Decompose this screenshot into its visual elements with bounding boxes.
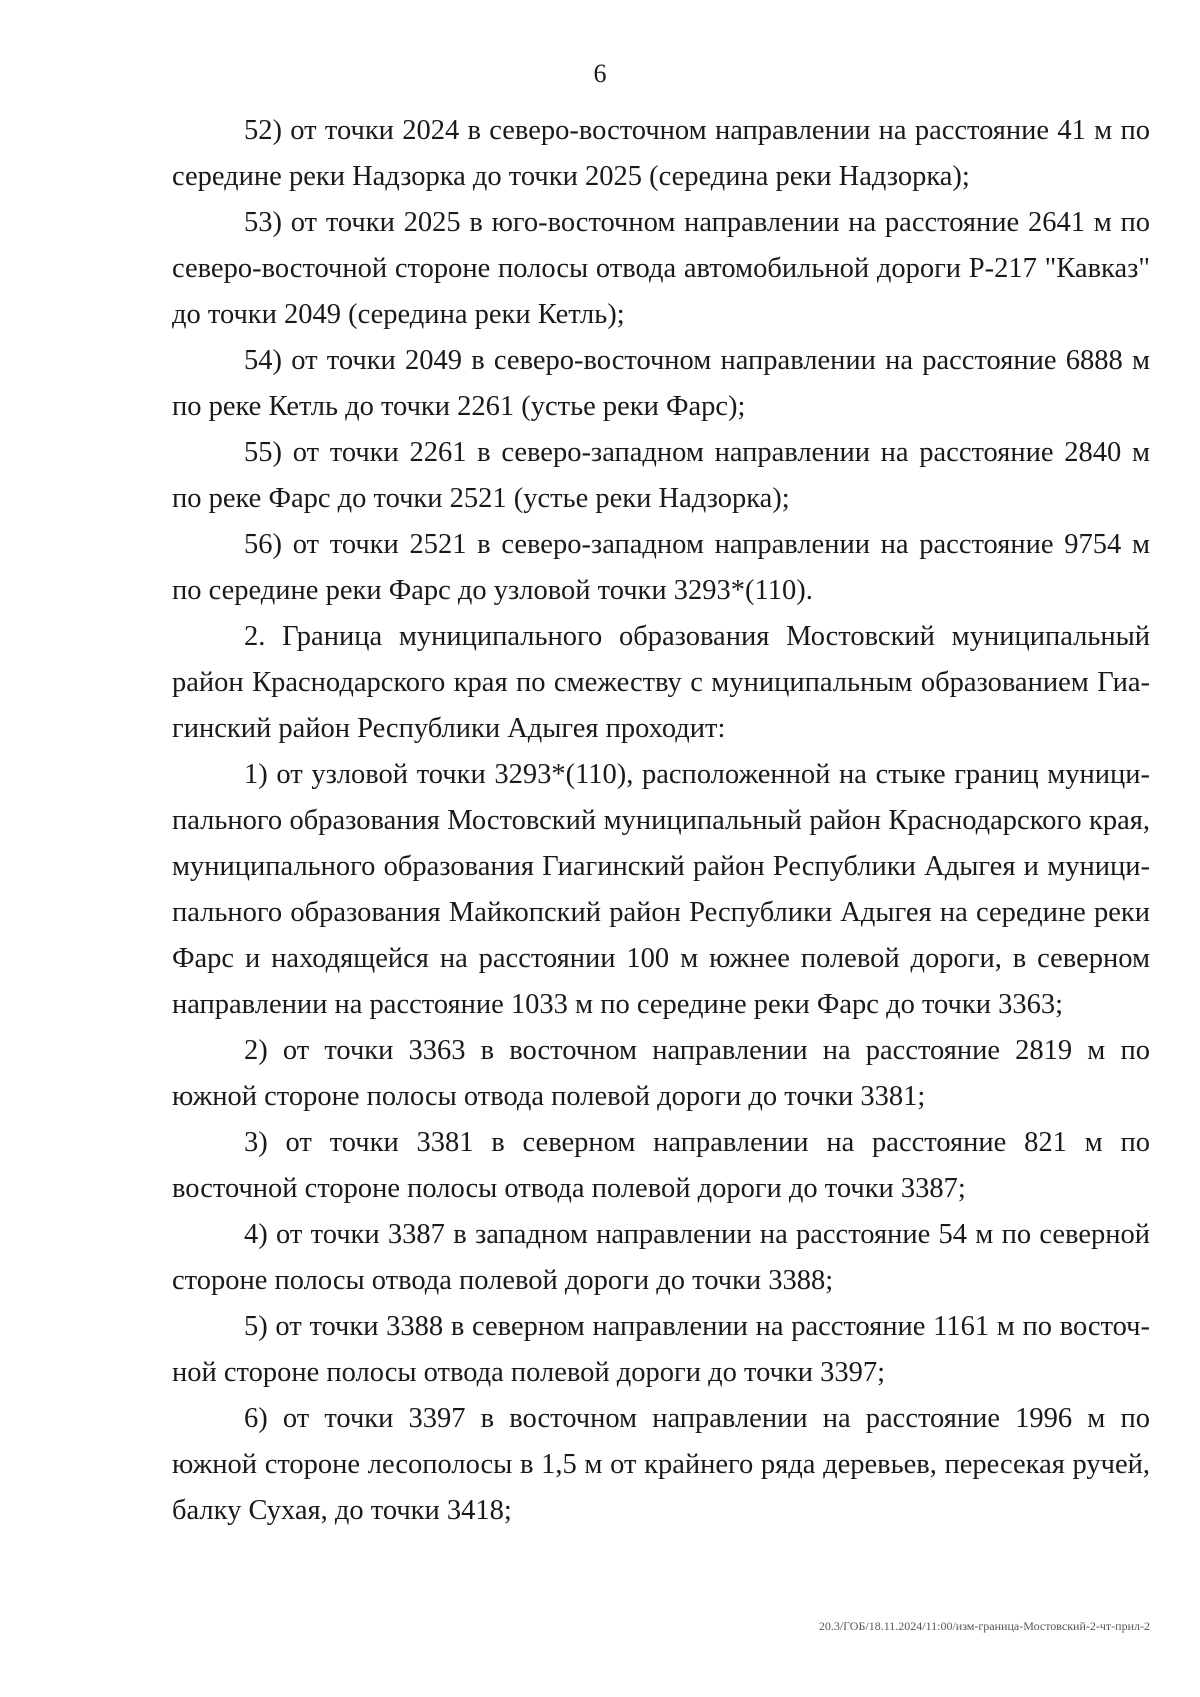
paragraph-56: 56) от точки 2521 в северо-западном направлении на расстояние 9754 м по середине реки Фарс до узловой точки 3293*(110). — [172, 529, 1150, 606]
paragraph-55: 55) от точки 2261 в северо-западном направлении на расстояние 2840 м по реке Фарс до точки 2521 (устье реки Надзорка); — [172, 437, 1150, 514]
paragraph-54: 54) от точки 2049 в северо-восточном направлении на расстояние 6888 м по реке Кетль до точки 2261 (устье реки Фарс); — [172, 345, 1150, 422]
paragraph-3: 3) от точки 3381 в северном направлении на расстояние 821 м по восточной стороне полосы отвода полевой дороги до точки 3387; — [172, 1127, 1150, 1204]
section-2-heading: 2. Граница муниципального образования Мостовский муниципальный район Краснодарского края по смежеству с муниципальным образованием Гиагинский район Республики Адыгея проходит: — [172, 621, 1150, 744]
page-number: 6 — [593, 59, 607, 88]
paragraph-5: 5) от точки 3388 в северном направлении на расстояние 1161 м по восточной стороне полосы отвода полевой дороги до точки 3397; — [172, 1311, 1150, 1388]
paragraph-1: 1) от узловой точки 3293*(110), расположенной на стыке границ муниципального образования Мостовский муниципальный район Краснодарского края, муниципального образования Гиагинский район Республики Адыгея и муниципального образования Майкопский район Республики Адыгея на середине реки Фарс и находящейся на расстоянии 100 м южнее полевой дороги, в северном направлении на расстояние 1033 м по середине реки Фарс до точки 3363; — [172, 759, 1150, 1020]
document-footer-code: 20.3/ГОБ/18.11.2024/11:00/изм-граница-Мостовский-2-чт-прил-2 — [818, 1619, 1150, 1633]
paragraph-4: 4) от точки 3387 в западном направлении на расстояние 54 м по северной стороне полосы отвода полевой дороги до точки 3388; — [172, 1219, 1150, 1296]
paragraph-53: 53) от точки 2025 в юго-восточном направлении на расстояние 2641 м по северо-восточной стороне полосы отвода автомобильной дороги Р-217 "Кавказ" до точки 2049 (середина реки Кетль); — [172, 207, 1150, 330]
paragraph-6: 6) от точки 3397 в восточном направлении на расстояние 1996 м по южной стороне лесополосы в 1,5 м от крайнего ряда деревьев, пересекая ручей, балку Сухая, до точки 3418; — [172, 1403, 1150, 1526]
paragraph-2: 2) от точки 3363 в восточном направлении на расстояние 2819 м по южной стороне полосы отвода полевой дороги до точки 3381; — [172, 1035, 1150, 1112]
paragraph-52: 52) от точки 2024 в северо-восточном направлении на расстояние 41 м по середине реки Надзорка до точки 2025 (середина реки Надзорка); — [172, 115, 1150, 192]
document-body — [172, 108, 1150, 1534]
